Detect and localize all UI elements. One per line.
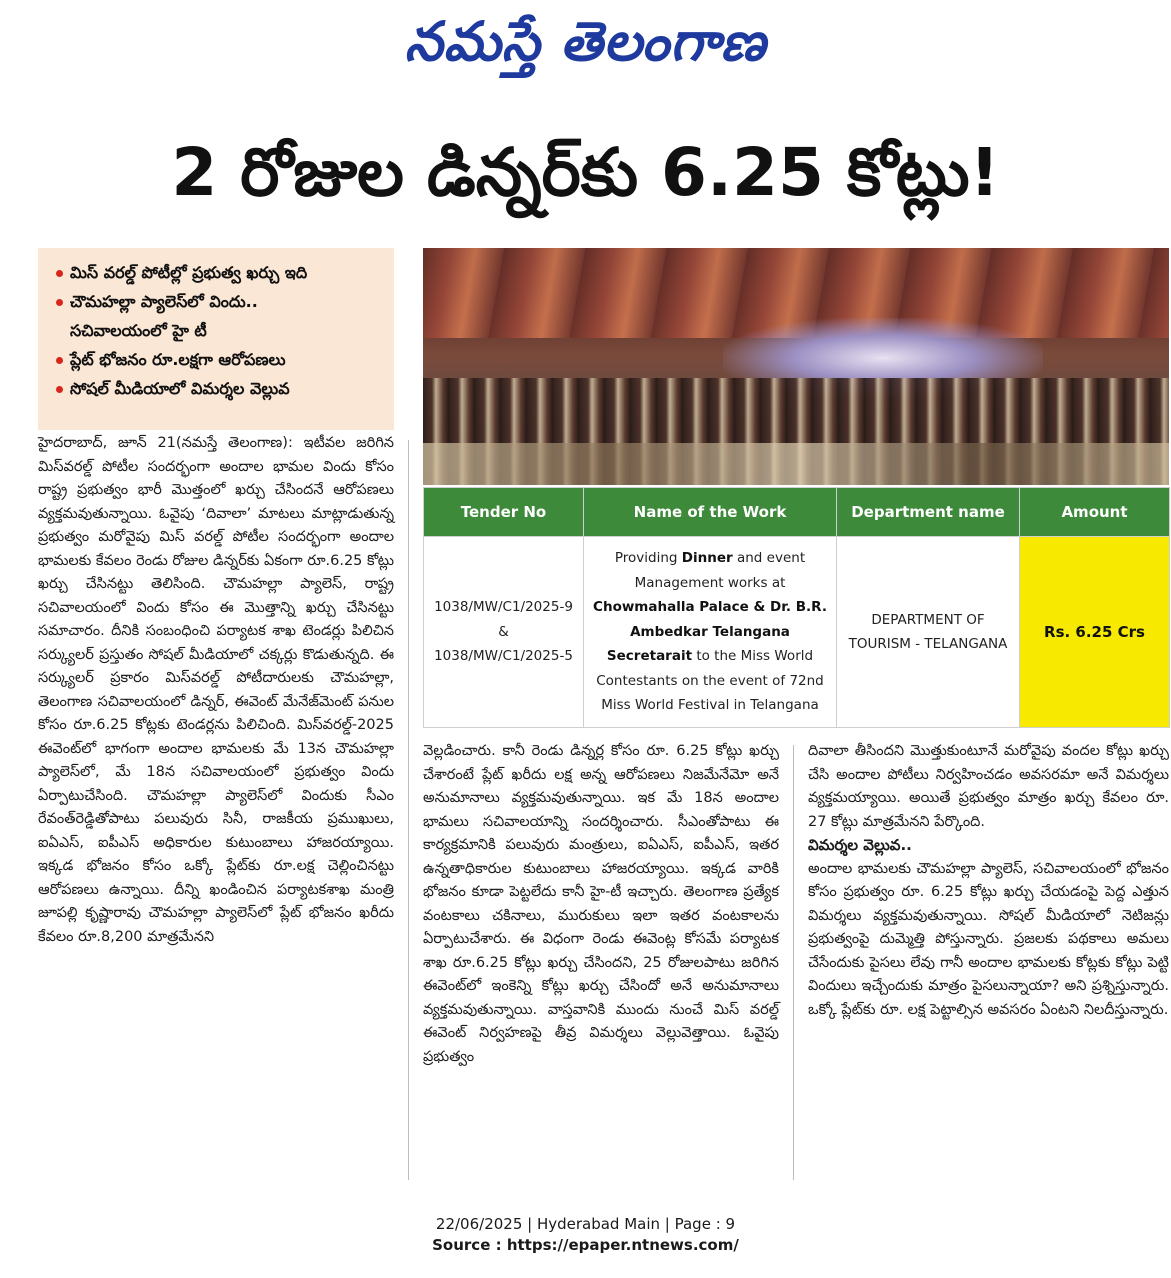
article-column-3 — [808, 740, 1169, 1022]
article-text: అందాల భామలకు చౌమహల్లా ప్యాలెస్, సచివాలయంలో భోజనం కోసం ప్రభుత్వం రూ. 6.25 కోట్లు ఖర్చు చేయడంపై పెద్ద ఎత్తున విమర్శలు వ్యక్తమవుతున్నాయి. సోషల్ మీడియాలో నెటిజన్లు ప్రభుత్వంపై దుమ్మెత్తి పోస్తున్నారు. ప్రజలకు పథకాలు అమలు చేసేందుకు పైసలు లేవు గానీ అందాల భామలకు కోట్లకు కోట్లు పెట్టి విందులు ఇచ్చేందుకు మాత్రం పైసలున్నాయా? అని ప్రశ్నిస్తున్నారు. ఒక్కో ప్లేట్‌కు రూ. లక్ష పెట్టాల్సిన అవసరం ఏంటని నిలదీస్తున్నారు. — [808, 860, 1169, 1018]
header-name-of-work: Name of the Work — [584, 488, 837, 537]
article-column-1 — [38, 432, 394, 949]
article-column-2 — [423, 740, 779, 1069]
headline: 2 రోజుల డిన్నర్‌కు 6.25 కోట్లు! — [171, 134, 1000, 211]
highlight-item: ప్లేట్ భోజనం రూ.లక్షగా ఆరోపణలు — [48, 349, 384, 371]
table-header-row — [424, 488, 1170, 537]
highlights-box — [38, 248, 394, 430]
cell-tender-no: 1038/MW/C1/2025-9 & 1038/MW/C1/2025-5 — [424, 537, 584, 728]
footer-source: Source : https://epaper.ntnews.com/ — [432, 1236, 739, 1254]
cell-department: DEPARTMENT OF TOURISM - TELANGANA — [837, 537, 1020, 728]
bullet-icon — [56, 270, 63, 277]
article-text: హైదరాబాద్, జూన్ 21(నమస్తే తెలంగాణ): ఇటీవల జరిగిన మిస్‌వరల్డ్ పోటీల సందర్భంగా అందాల భామల విందు కోసం రాష్ట్ర ప్రభుత్వం భారీ మొత్తంలో ఖర్చు చేసిందనే ఆరోపణలు వ్యక్తమవుతున్నాయి. ఓవైపు ‘దివాలా’ మాటలు మాట్లాడుతున్న ప్రభుత్వం మరోవైపు మిస్ వరల్డ్ పోటీల సందర్భంగా అందాల భామలకు కేవలం రెండు రోజుల డిన్నర్‌కు ఏకంగా రూ.6.25 కోట్లు ఖర్చు చేసినట్టు తెలిసింది. చౌమహల్లా ప్యాలెస్, రాష్ట్ర సచివాలయంలో విందు కోసం ఈ మొత్తాన్ని ఖర్చు చేసినట్టు సమాచారం. దీనికి సంబంధించి పర్యాటక శాఖ టెండర్లు పిలిచిన సర్క్యులర్ ప్రస్తుతం సోషల్ మీడియాలో చక్కర్లు కొడుతున్నది. ఈ సర్క్యులర్ ప్రకారం మిస్‌వరల్డ్ పోటీదారులకు చౌమహల్లా, తెలంగాణ సచివాలయంలో డిన్నర్, ఈవెంట్ మేనేజ్‌మెంట్ పనుల కోసం రూ.6.25 కోట్లకు టెండర్లను పిలిచింది. మిస్‌వరల్డ్-2025 ఈవెంట్‌లో భాగంగా అందాల భామలకు మే 13న చౌమహల్లా ప్యాలెస్‌లో, మే 18న సచివాలయంలో ప్రభుత్వం విందు ఏర్పాటుచేసింది. చౌమహల్లా ప్యాలెస్‌లో విందుకు సీఎం రేవంత్‌రెడ్డితోపాటు పలువురు సినీ, రాజకీయ ప్రముఖులు, ఐఏఎస్, ఐపీఎస్ అధికారుల కుటుంబాలు హాజరయ్యాయి. ఇక్కడ భోజనం కోసం ఒక్కో ప్లేట్‌కు రూ.లక్ష చెల్లించినట్టు ఆరోపణలు ఉన్నాయి. దీన్ని ఖండించిన పర్యాటకశాఖ మంత్రి జూపల్లి కృష్ణారావు చౌమహల్లా ప్యాలెస్‌లో ప్లేట్ భోజనం ఖరీదు కేవలం రూ.8,200 మాత్రమేనని — [38, 435, 394, 945]
column-divider — [793, 745, 794, 1180]
tender-table — [423, 487, 1170, 728]
article-text: దివాలా తీసిందని మొత్తుకుంటూనే మరోవైపు వందల కోట్లు ఖర్చు చేసి అందాల పోటీలు నిర్వహించడం అవసరమా అనే విమర్శలు వ్యక్తమయ్యాయి. అయితే ప్రభుత్వం మాత్రం ఖర్చు కేవలం రూ. 27 కోట్లు మాత్రమేనని పేర్కొంది. — [808, 743, 1169, 830]
page-footer — [0, 1214, 1171, 1256]
highlight-item: మిస్ వరల్డ్ పోటీల్లో ప్రభుత్వ ఖర్చు ఇది — [48, 262, 384, 284]
highlight-item: చౌమహల్లా ప్యాలెస్‌లో విందు.. — [48, 291, 384, 313]
table-row — [424, 537, 1170, 728]
masthead-logo: నమస్తే తెలంగాణ — [404, 9, 767, 73]
cell-work-description: Providing Dinner and event Management works at Chowmahalla Palace & Dr. B.R. Ambedkar Telangana Secretarait to the Miss World Contestants on the event of 72nd Miss World Festival in Telangana — [584, 537, 837, 728]
header-tender-no: Tender No — [424, 488, 584, 537]
footer-edition-info: 22/06/2025 | Hyderabad Main | Page : 9 — [435, 1215, 736, 1233]
article-subheading: విమర్శల వెల్లువ.. — [808, 836, 912, 854]
highlight-item: సోషల్ మీడియాలో విమర్శల వెల్లువ — [48, 378, 384, 400]
photo-tables — [423, 443, 1169, 485]
column-divider — [408, 440, 409, 1180]
event-photo — [423, 248, 1169, 485]
header-department: Department name — [837, 488, 1020, 537]
header-amount: Amount — [1020, 488, 1170, 537]
bullet-icon — [56, 299, 63, 306]
bullet-icon — [56, 357, 63, 364]
bullet-icon — [56, 386, 63, 393]
article-text: వెల్లడించారు. కానీ రెండు డిన్నర్ల కోసం రూ. 6.25 కోట్లు ఖర్చు చేశారంటే ప్లేట్ ఖరీదు లక్ష అన్న ఆరోపణలు నిజమేనేమో అనే అనుమానాలు వ్యక్తమవుతున్నాయి. ఇక మే 18న అందాల భామలు సచివాలయాన్ని సందర్శించారు. సీఎంతోపాటు ఈ కార్యక్రమానికి పలువురు మంత్రులు, ఐఏఎస్, ఐపీఎస్, ఇతర ఉన్నతాధికారుల కుటుంబాలు హాజరయ్యాయి. ఇక్కడ వారికి భోజనం కూడా పెట్టలేదు కానీ హై-టీ ఇచ్చారు. తెలంగాణ ప్రత్యేక వంటకాలు చకినాలు, మురుకులు ఇలా ఇతర వంటకాలను ఏర్పాటుచేశారు. ఈ విధంగా రెండు ఈవెంట్ల కోసమే పర్యాటక శాఖ రూ.6.25 కోట్లు ఖర్చు చేసిందని, 25 రోజులపాటు జరిగిన ఈవెంట్‌లో ఇంకెన్ని కోట్లు ఖర్చు చేసిందో అనే అనుమానాలు వ్యక్తమవుతున్నాయి. వాస్తవానికి ముందు నుంచే మిస్ వరల్డ్ ఈవెంట్ నిర్వహణపై తీవ్ర విమర్శలు వెల్లువెత్తాయి. ఓవైపు ప్రభుత్వం — [423, 743, 779, 1065]
highlight-item: సచివాలయంలో హై టీ — [70, 321, 207, 340]
cell-amount: Rs. 6.25 Crs — [1020, 537, 1170, 728]
